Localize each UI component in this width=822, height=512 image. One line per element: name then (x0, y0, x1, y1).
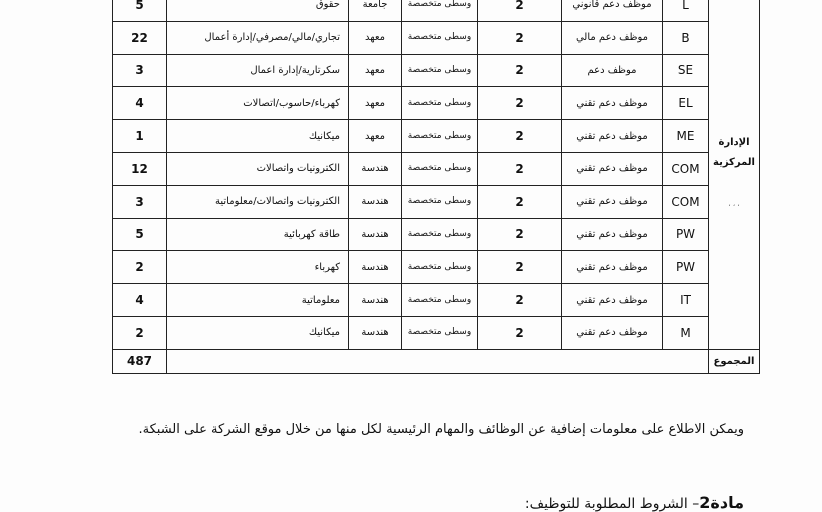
total-row (113, 349, 760, 373)
code-cell: IT (663, 284, 709, 317)
vacancy-table (112, 0, 760, 374)
table-row (113, 185, 760, 218)
info-note: ويمكن الاطلاع على معلومات إضافية عن الوظائف والمهام الرئيسية لكل منها من خلال موقع الشركة على الشبكة. (138, 422, 744, 437)
code-cell: PW (663, 218, 709, 251)
level-cell: وسطى متخصصة (402, 54, 478, 87)
count-cell: 4 (113, 284, 167, 317)
grade-cell: 2 (478, 316, 562, 349)
count-cell: 3 (113, 185, 167, 218)
total-value: 487 (113, 349, 167, 373)
specialty-cell: سكرتارية/إدارة اعمال (167, 54, 349, 87)
institution-cell: هندسة (349, 218, 402, 251)
position-cell: موظف دعم قانوني (562, 0, 663, 21)
specialty-cell: حقوق (167, 0, 349, 21)
position-cell: موظف دعم تقني (562, 218, 663, 251)
specialty-cell: ميكانيك (167, 316, 349, 349)
count-cell: 5 (113, 0, 167, 21)
table-row (113, 152, 760, 185)
specialty-cell: كهرباء (167, 251, 349, 284)
code-cell: M (663, 316, 709, 349)
grade-cell: 2 (478, 54, 562, 87)
position-cell: موظف دعم تقني (562, 316, 663, 349)
total-spacer (167, 349, 709, 373)
institution-cell: جامعة (349, 0, 402, 21)
level-cell: وسطى متخصصة (402, 185, 478, 218)
position-cell: موظف دعم تقني (562, 284, 663, 317)
grade-cell: 2 (478, 284, 562, 317)
level-cell: وسطى متخصصة (402, 87, 478, 120)
grade-cell: 2 (478, 120, 562, 153)
position-cell: موظف دعم تقني (562, 87, 663, 120)
institution-cell: هندسة (349, 316, 402, 349)
code-cell: B (663, 21, 709, 54)
specialty-cell: معلوماتية (167, 284, 349, 317)
article-title: – الشروط المطلوبة للتوظيف: (524, 496, 700, 512)
count-cell: 5 (113, 218, 167, 251)
level-cell: وسطى متخصصة (402, 316, 478, 349)
department-marks: ، ، ، (728, 199, 740, 208)
count-cell: 22 (113, 21, 167, 54)
level-cell: وسطى متخصصة (402, 218, 478, 251)
table-row (113, 218, 760, 251)
grade-cell: 2 (478, 152, 562, 185)
position-cell: موظف دعم تقني (562, 251, 663, 284)
article-number: مادة2 (699, 493, 744, 512)
institution-cell: هندسة (349, 284, 402, 317)
code-cell: PW (663, 251, 709, 284)
specialty-cell: كهرباء/حاسوب/اتصالات (167, 87, 349, 120)
count-cell: 1 (113, 120, 167, 153)
table-row (113, 251, 760, 284)
table-row (113, 0, 760, 21)
specialty-cell: طاقة كهربائية (167, 218, 349, 251)
level-cell: وسطى متخصصة (402, 251, 478, 284)
count-cell: 4 (113, 87, 167, 120)
count-cell: 3 (113, 54, 167, 87)
position-cell: موظف دعم تقني (562, 120, 663, 153)
code-cell: L (663, 0, 709, 21)
grade-cell: 2 (478, 251, 562, 284)
level-cell: وسطى متخصصة (402, 21, 478, 54)
table-row (113, 87, 760, 120)
department-cell (709, 0, 760, 349)
position-cell: موظف دعم تقني (562, 185, 663, 218)
specialty-cell: الكترونيات واتصالات (167, 152, 349, 185)
grade-cell: 2 (478, 0, 562, 21)
table-row (113, 21, 760, 54)
code-cell: COM (663, 185, 709, 218)
position-cell: موظف دعم تقني (562, 152, 663, 185)
institution-cell: معهد (349, 120, 402, 153)
institution-cell: هندسة (349, 251, 402, 284)
table-row (113, 120, 760, 153)
table-row (113, 54, 760, 87)
institution-cell: هندسة (349, 152, 402, 185)
table-row (113, 284, 760, 317)
code-cell: EL (663, 87, 709, 120)
department-label: الإدارة المركزية (713, 136, 755, 168)
specialty-cell: ميكانيك (167, 120, 349, 153)
level-cell: وسطى متخصصة (402, 152, 478, 185)
grade-cell: 2 (478, 21, 562, 54)
institution-cell: معهد (349, 21, 402, 54)
grade-cell: 2 (478, 87, 562, 120)
institution-cell: هندسة (349, 185, 402, 218)
total-label: المجموع (709, 349, 760, 373)
article-heading (525, 493, 744, 512)
position-cell: موظف دعم (562, 54, 663, 87)
grade-cell: 2 (478, 218, 562, 251)
count-cell: 2 (113, 251, 167, 284)
institution-cell: معهد (349, 54, 402, 87)
specialty-cell: تجاري/مالي/مصرفي/إدارة أعمال (167, 21, 349, 54)
count-cell: 2 (113, 316, 167, 349)
specialty-cell: الكترونيات واتصالات/معلوماتية (167, 185, 349, 218)
level-cell: وسطى متخصصة (402, 284, 478, 317)
code-cell: ME (663, 120, 709, 153)
position-cell: موظف دعم مالي (562, 21, 663, 54)
code-cell: COM (663, 152, 709, 185)
table-row (113, 316, 760, 349)
institution-cell: معهد (349, 87, 402, 120)
level-cell: وسطى متخصصة (402, 120, 478, 153)
code-cell: SE (663, 54, 709, 87)
level-cell: وسطى متخصصة (402, 0, 478, 21)
count-cell: 12 (113, 152, 167, 185)
grade-cell: 2 (478, 185, 562, 218)
